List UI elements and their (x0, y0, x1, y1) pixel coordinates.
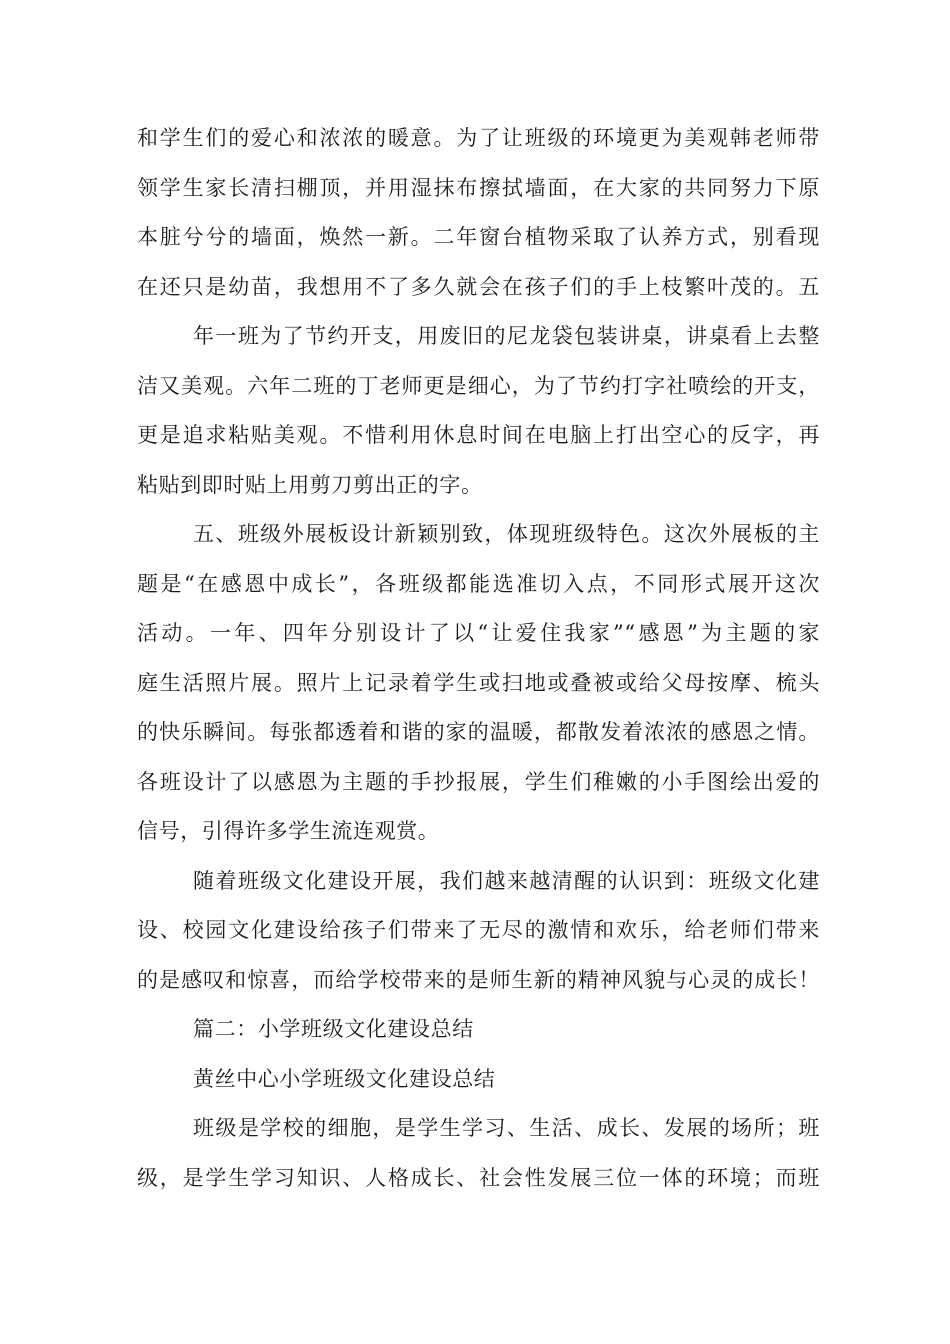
text-line: 和学生们的爱心和浓浓的暖意。为了让班级的环境更为美观韩老师带 (137, 126, 820, 150)
text-line: 随着班级文化建设开展，我们越来越清醒的认识到：班级文化建 (193, 868, 820, 893)
section-heading (137, 1005, 820, 1055)
text-line: 年一班为了节约开支，用废旧的尼龙袋包装讲桌，讲桌看上去整 (193, 324, 820, 348)
text-line: 级，是学生学习知识、人格成长、社会性发展三位一体的环境；而班 (137, 1165, 820, 1190)
text-line: 班级是学校的细胞，是学生学习、生活、成长、发展的场所；班 (193, 1116, 820, 1140)
paragraph (137, 312, 820, 510)
document-body (137, 114, 820, 1203)
document-title (137, 1055, 820, 1105)
paragraph-continuation (137, 114, 820, 312)
text-line: 洁又美观。六年二班的丁老师更是细心，为了节约打字社喷绘的开支， (137, 373, 820, 398)
text-line: 信号，引得许多学生流连观赏。 (137, 819, 440, 843)
text-line: 活动。一年、四年分别设计了以“让爱住我家”“感恩”为主题的家 (137, 621, 820, 645)
text-line: 领学生家长清扫棚顶，并用湿抹布擦拭墙面，在大家的共同努力下原 (137, 175, 820, 200)
text-line: 设、校园文化建设给孩子们带来了无尽的激情和欢乐，给老师们带来 (137, 918, 820, 942)
text-line: 在还只是幼苗，我想用不了多久就会在孩子们的手上枝繁叶茂的。五 (137, 274, 820, 299)
text-line: 更是追求粘贴美观。不惜利用休息时间在电脑上打出空心的反字，再 (137, 423, 820, 447)
text-line: 庭生活照片展。照片上记录着学生或扫地或叠被或给父母按摩、梳头 (137, 670, 820, 695)
text-line: 黄丝中心小学班级文化建设总结 (193, 1066, 496, 1091)
paragraph (137, 1104, 820, 1203)
paragraph (137, 857, 820, 1006)
text-line: 的是感叹和惊喜，而给学校带来的是师生新的精神风貌与心灵的成长！ (137, 967, 820, 992)
text-line: 题是“在感恩中成长”，各班级都能选准切入点，不同形式展开这次 (137, 571, 820, 596)
text-line: 的快乐瞬间。每张都透着和谐的家的温暖，都散发着浓浓的感恩之情。 (137, 720, 820, 744)
text-line: 各班设计了以感恩为主题的手抄报展，学生们稚嫩的小手图绘出爱的 (137, 769, 820, 794)
text-line: 五、班级外展板设计新颖别致，体现班级特色。这次外展板的主 (193, 522, 820, 546)
text-line: 篇二：小学班级文化建设总结 (193, 1017, 474, 1041)
text-line: 本脏兮兮的墙面，焕然一新。二年窗台植物采取了认养方式，别看现 (137, 225, 820, 249)
text-line: 粘贴到即时贴上用剪刀剪出正的字。 (137, 472, 483, 497)
paragraph (137, 510, 820, 857)
